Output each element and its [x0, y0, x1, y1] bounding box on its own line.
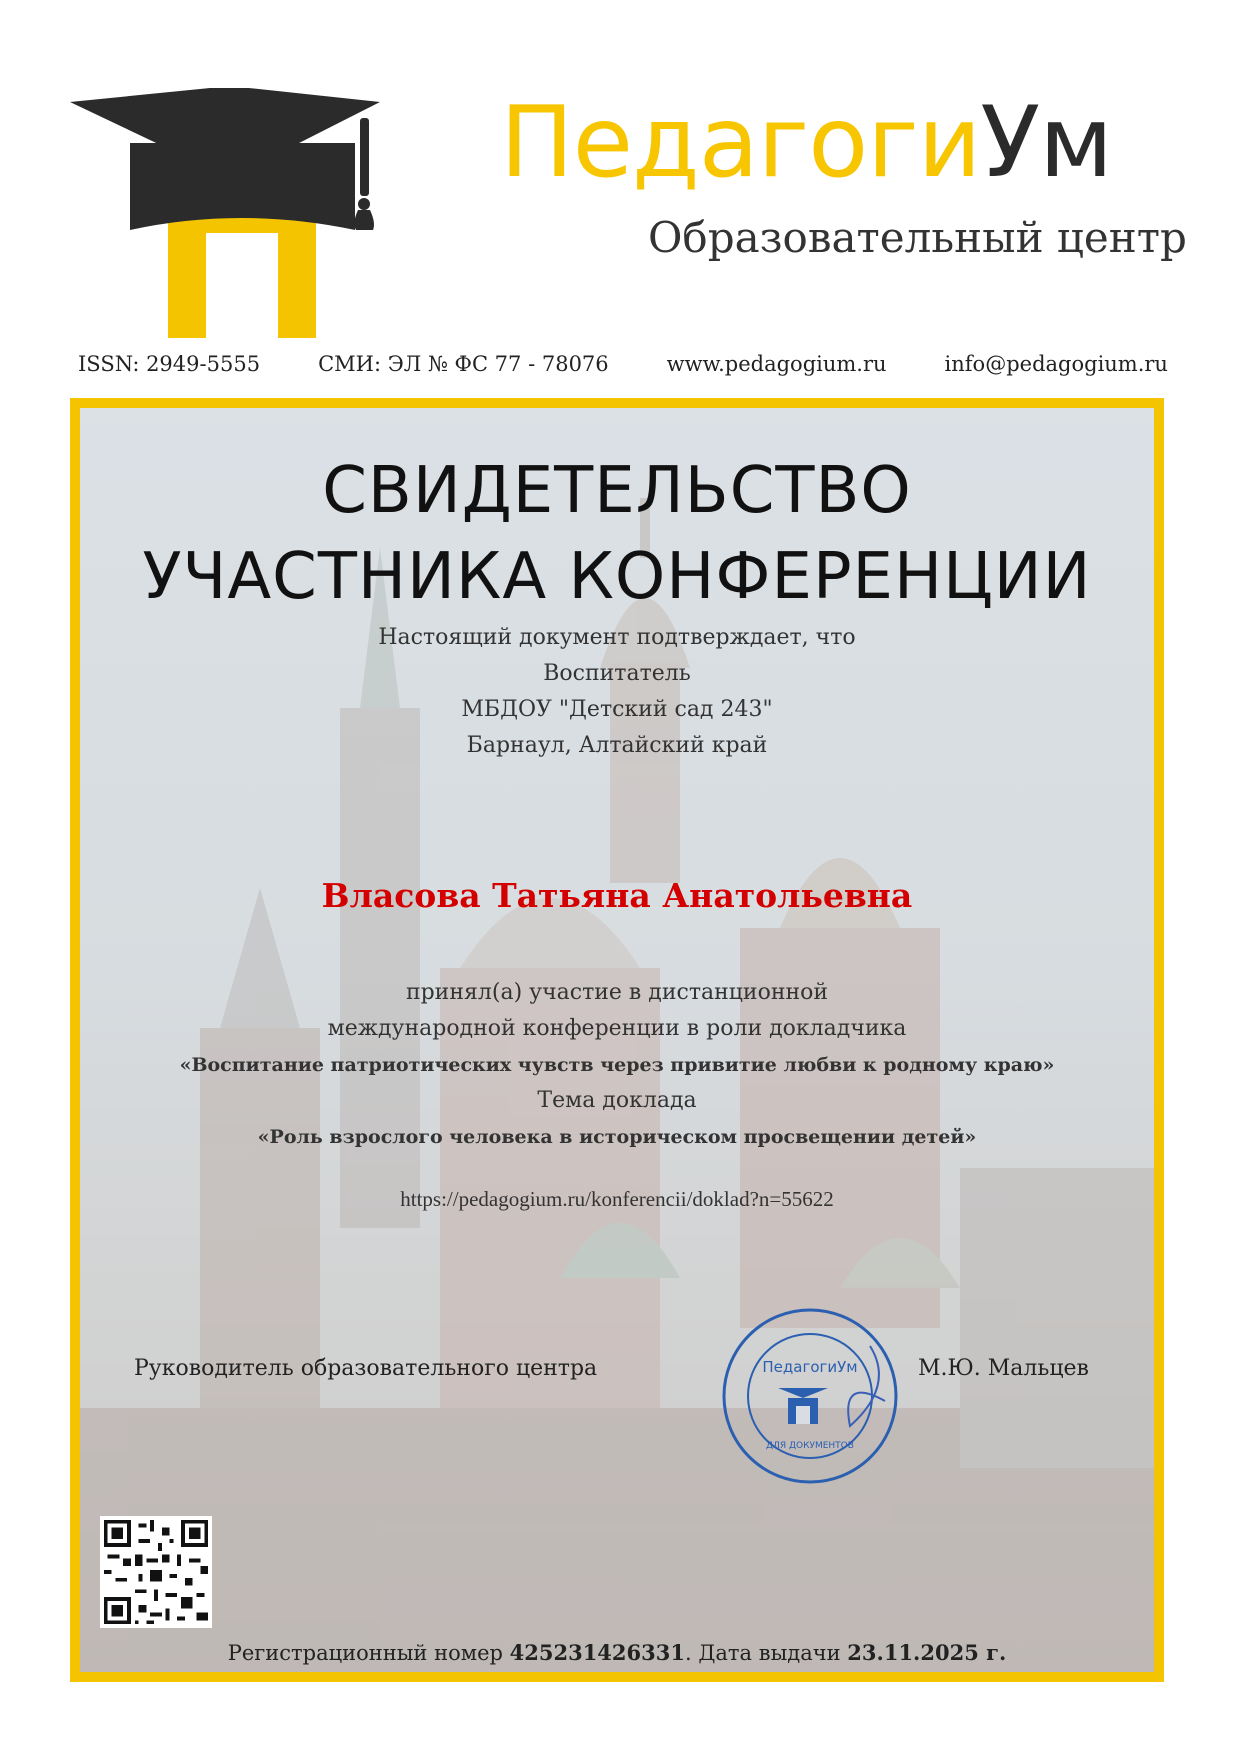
certificate-url[interactable]: https://pedagogium.ru/konferencii/doklad?n=55622	[400, 1187, 834, 1211]
certificate-title	[80, 448, 1154, 620]
title-line2: УЧАСТНИКА КОНФЕРЕНЦИИ	[142, 540, 1092, 614]
brand-wordmark	[500, 88, 1112, 198]
position-text: Воспитатель	[543, 661, 691, 686]
participant-name: Власова Татьяна Анатольевна	[321, 876, 913, 915]
reg-label: Регистрационный номер	[227, 1641, 510, 1665]
issn-text: ISSN: 2949-5555	[78, 352, 261, 376]
intro-block	[80, 620, 1154, 764]
signatory-role: Руководитель образовательного центра	[134, 1356, 598, 1381]
report-title: «Роль взрослого человека в историческом просвещении детей»	[257, 1126, 977, 1148]
reg-number: 425231426331	[509, 1640, 685, 1665]
participation-line1: принял(а) участие в дистанционной	[405, 980, 829, 1005]
brand-part2: Ум	[980, 86, 1113, 200]
signatory-name: М.Ю. Мальцев	[918, 1356, 1089, 1381]
svg-text:ДЛЯ ДОКУМЕНТОВ: ДЛЯ ДОКУМЕНТОВ	[766, 1441, 854, 1451]
brand-part1: Педагоги	[500, 86, 981, 200]
title-line1: СВИДЕТЕЛЬСТВО	[322, 454, 912, 528]
participation-line2: международной конференции в роли докладчика	[327, 1016, 907, 1041]
graduation-cap-logo-icon	[70, 88, 430, 338]
report-label: Тема доклада	[537, 1088, 697, 1113]
date-label: . Дата выдачи	[684, 1641, 848, 1665]
conference-title: «Воспитание патриотических чувств через привитие любви к родному краю»	[179, 1054, 1055, 1076]
certificate-frame	[70, 398, 1164, 1682]
organization-text: МБДОУ "Детский сад 243"	[461, 697, 773, 722]
svg-text:ПедагогиУм: ПедагогиУм	[762, 1358, 858, 1376]
website-link[interactable]: www.pedagogium.ru	[666, 352, 887, 376]
participation-block	[80, 975, 1154, 1155]
smi-text: СМИ: ЭЛ № ФС 77 - 78076	[318, 352, 609, 376]
brand-subtitle: Образовательный центр	[648, 213, 1187, 262]
intro-text: Настоящий документ подтверждает, что	[378, 625, 856, 650]
issue-date: 23.11.2025 г.	[847, 1640, 1007, 1665]
publisher-info-line	[78, 352, 1168, 376]
certificate-panel	[80, 408, 1154, 1672]
stamp-seal-icon	[720, 1306, 900, 1486]
registration-line	[80, 1640, 1154, 1665]
qr-code-icon[interactable]	[100, 1516, 212, 1628]
location-text: Барнаул, Алтайский край	[466, 733, 768, 758]
email-link[interactable]: info@pedagogium.ru	[944, 352, 1168, 376]
